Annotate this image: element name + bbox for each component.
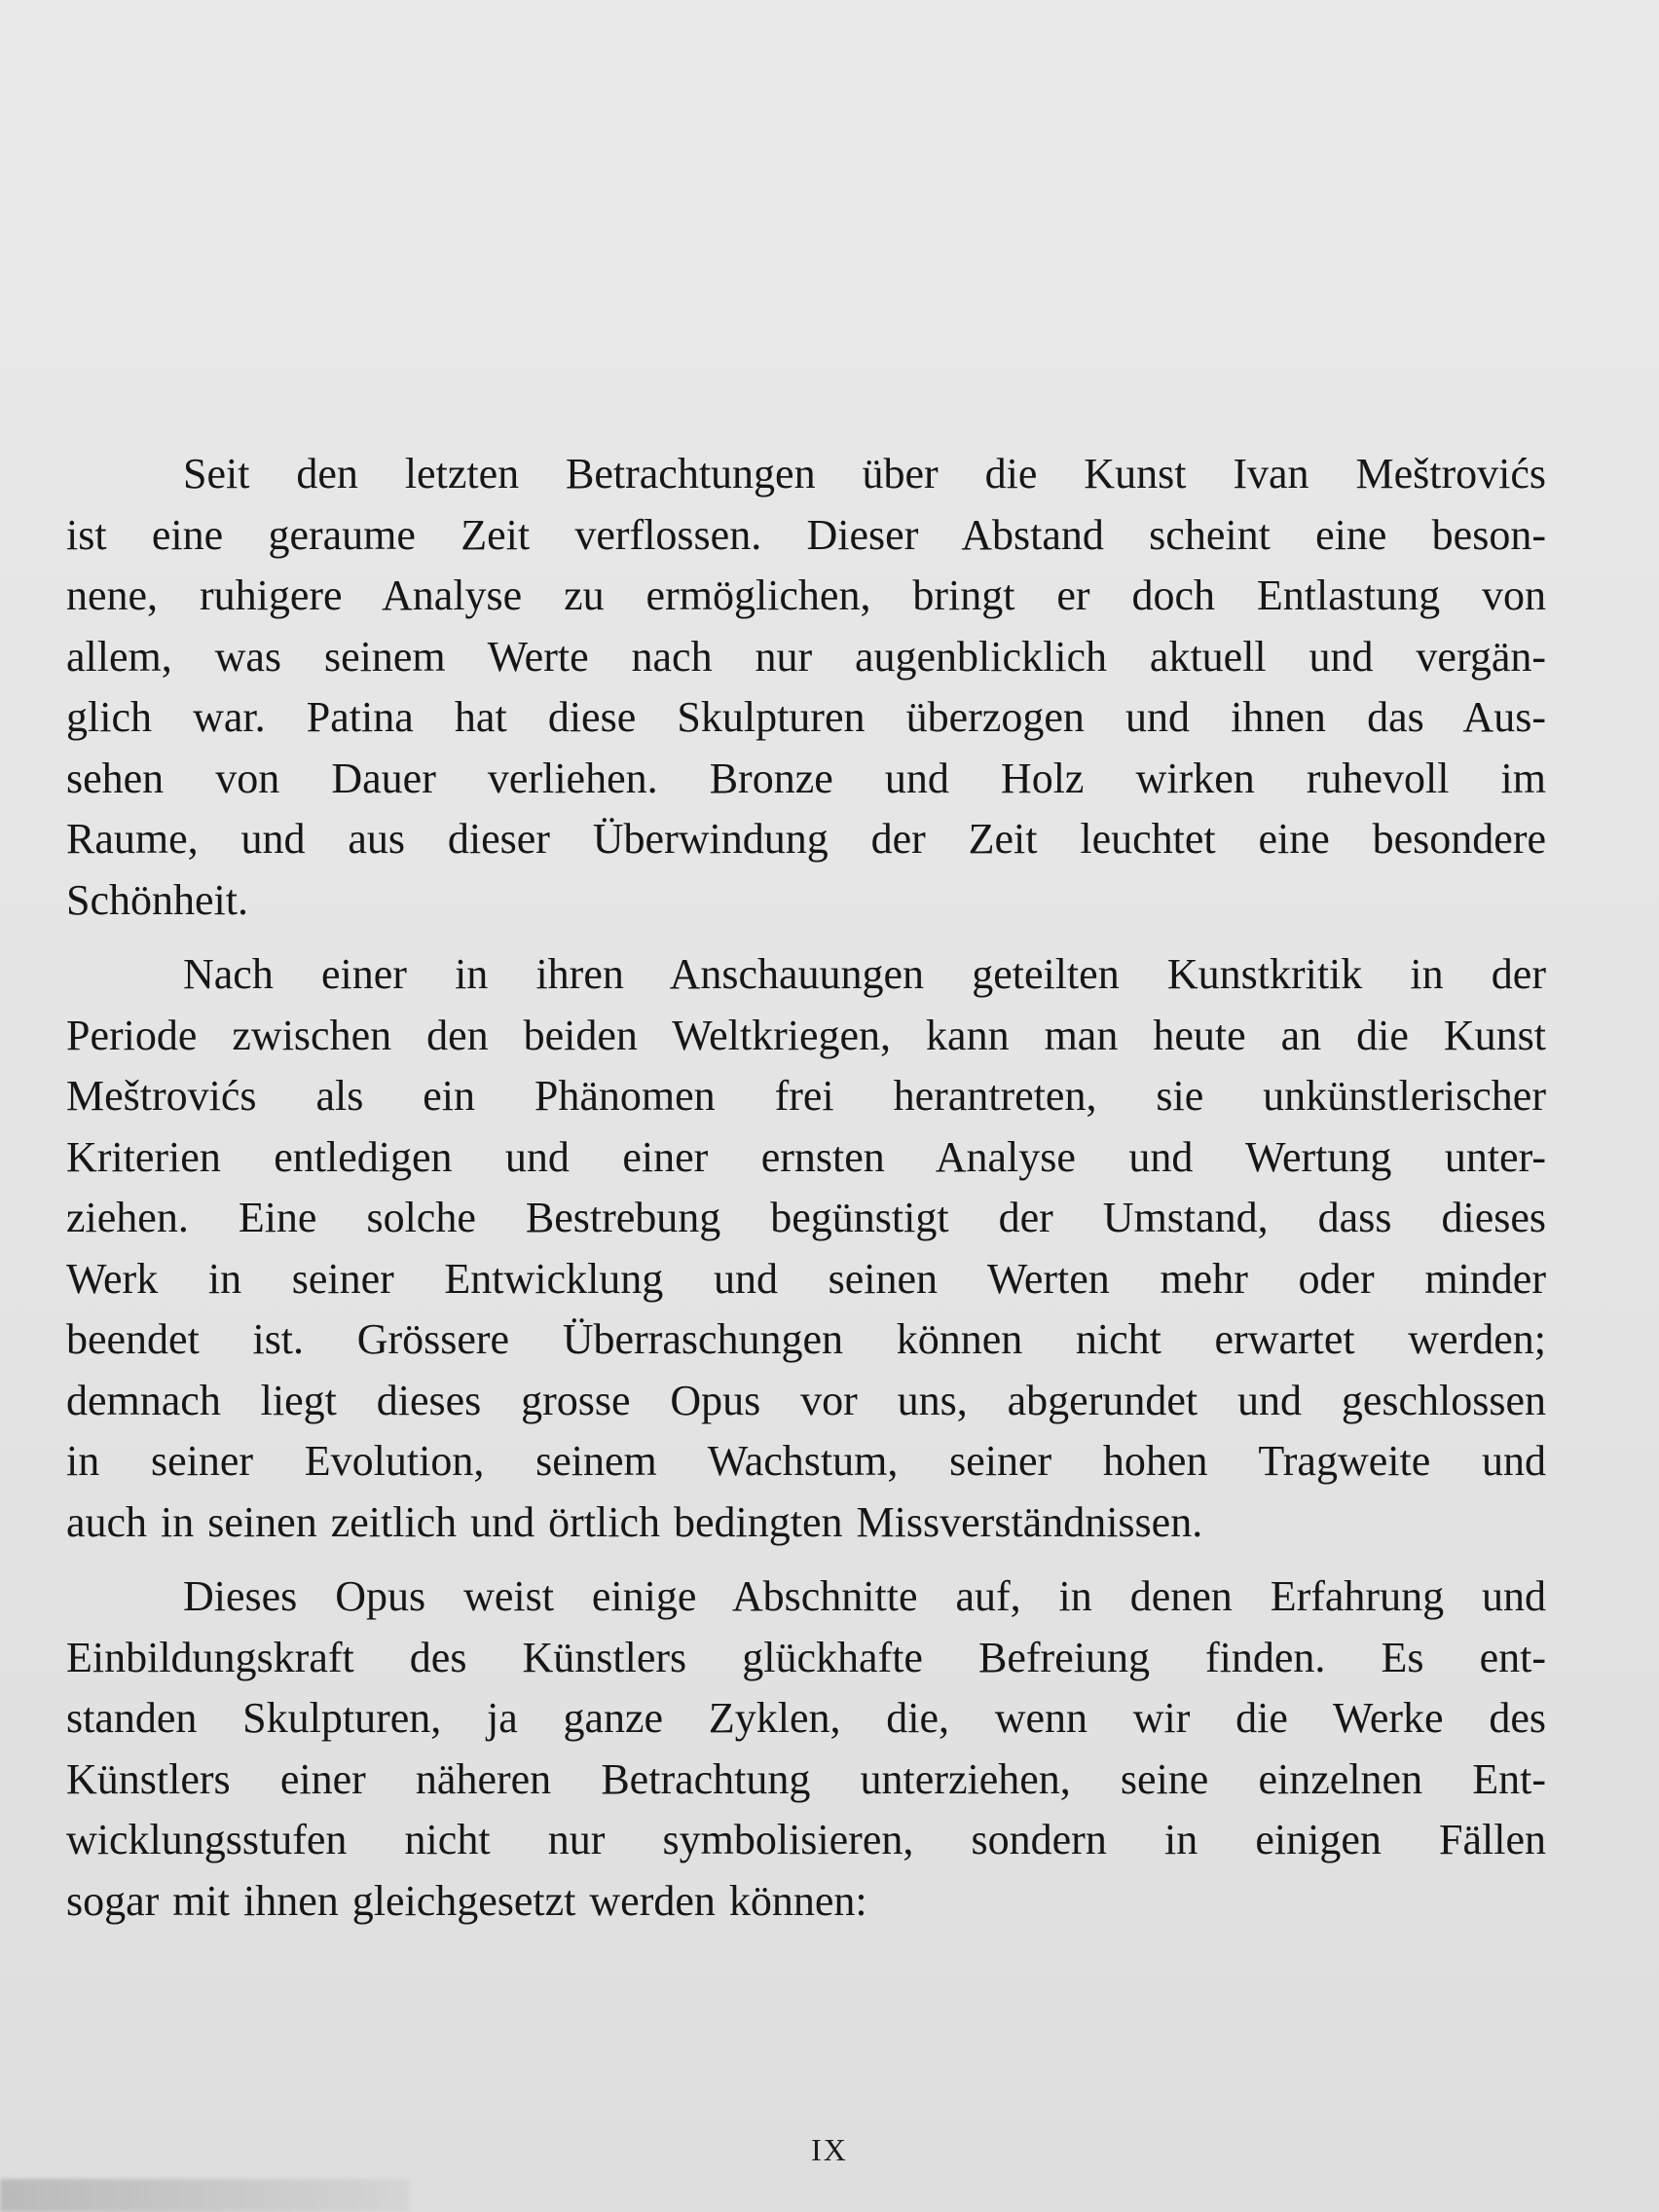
text-line: beendet ist. Grössere Überraschungen können nicht erwartet werden; bbox=[66, 1315, 1546, 1363]
text-line: Künstlers einer näheren Betrachtung unterziehen, seine einzelnen Ent- bbox=[66, 1754, 1546, 1803]
text-line: Meštrovićs als ein Phänomen frei herantreten, sie unkünstlerischer bbox=[66, 1072, 1546, 1120]
page-number: IX bbox=[811, 2132, 848, 2167]
text-line: ist eine geraume Zeit verflossen. Dieser Abstand scheint eine beson- bbox=[66, 510, 1546, 559]
text-line: Dieses Opus weist einige Abschnitte auf, in denen Erfahrung und bbox=[183, 1572, 1546, 1620]
text-line: nene, ruhigere Analyse zu ermöglichen, bringt er doch Entlastung von bbox=[66, 571, 1546, 619]
paragraph-3 bbox=[66, 1567, 1546, 1932]
text-line: glich war. Patina hat diese Skulpturen überzogen und ihnen das Aus- bbox=[66, 693, 1546, 741]
paragraph-2 bbox=[66, 944, 1546, 1553]
text-line: Nach einer in ihren Anschauungen geteilten Kunstkritik in der bbox=[183, 950, 1546, 998]
text-line: demnach liegt dieses grosse Opus vor uns, abgerundet und geschlossen bbox=[66, 1376, 1546, 1424]
body-text bbox=[66, 444, 1546, 1932]
text-line: Kriterien entledigen und einer ernsten Analyse und Wertung unter- bbox=[66, 1132, 1546, 1181]
text-line: sogar mit ihnen gleichgesetzt werden können: bbox=[66, 1876, 867, 1925]
text-line: Schönheit. bbox=[66, 875, 248, 924]
text-line: Raume, und aus dieser Überwindung der Zeit leuchtet eine besondere bbox=[66, 815, 1546, 863]
paragraph-spacer bbox=[66, 1553, 1546, 1567]
text-line: Periode zwischen den beiden Weltkriegen, kann man heute an die Kunst bbox=[66, 1011, 1546, 1059]
text-line: sehen von Dauer verliehen. Bronze und Holz wirken ruhevoll im bbox=[66, 754, 1546, 802]
text-line: ziehen. Eine solche Bestrebung begünstigt der Umstand, dass dieses bbox=[66, 1194, 1546, 1241]
text-line: Seit den letzten Betrachtungen über die Kunst Ivan Meštrovićs bbox=[183, 450, 1546, 498]
paragraph-spacer bbox=[66, 931, 1546, 944]
paragraph-1 bbox=[66, 444, 1546, 931]
text-line: allem, was seinem Werte nach nur augenblicklich aktuell und vergän- bbox=[66, 632, 1546, 681]
text-line: Einbildungskraft des Künstlers glückhafte Befreiung finden. Es ent- bbox=[66, 1633, 1546, 1681]
text-line: auch in seinen zeitlich und örtlich bedingten Missverständnissen. bbox=[66, 1497, 1203, 1546]
text-line: standen Skulpturen, ja ganze Zyklen, die, wenn wir die Werke des bbox=[66, 1694, 1546, 1742]
text-line: wicklungsstufen nicht nur symbolisieren, sondern in einigen Fällen bbox=[66, 1816, 1546, 1863]
text-line: in seiner Evolution, seinem Wachstum, seiner hohen Tragweite und bbox=[66, 1437, 1546, 1485]
text-line: Werk in seiner Entwicklung und seinen Werten mehr oder minder bbox=[66, 1254, 1546, 1303]
watermark bbox=[0, 2179, 409, 2212]
